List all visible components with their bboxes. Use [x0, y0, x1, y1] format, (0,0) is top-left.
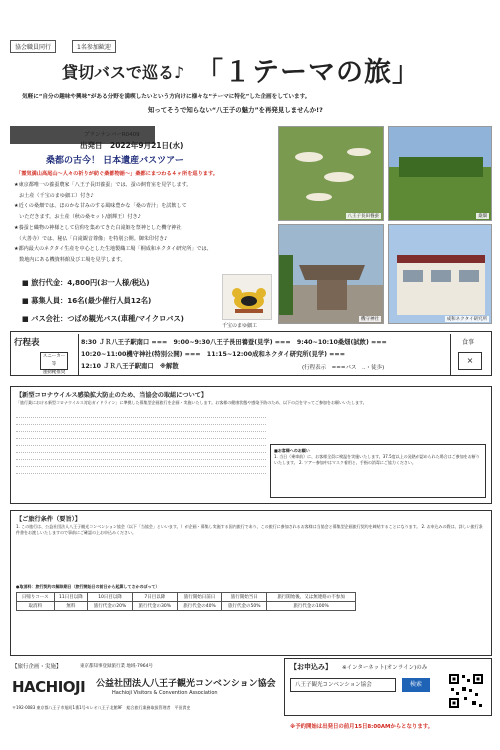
cancel-header-cell: 日帰りコース	[17, 593, 55, 602]
conditions-body: 1. この旅行は、公益社団法人八王子観光コンベンション協会（以下「当協会」といいます。）が企画・募集し実施する国内旅行であり、この旅行に参加されるお客様は当協会と募集型企画旅行契約を締結することになります。 2. お申込みの際は、詳しい旅行条件書をお渡しいたしますので事前にご確認の上お申込みください。	[16, 524, 483, 535]
hachioji-logo: HACHIOJI	[12, 678, 86, 696]
org-name-en: Hachioji Visitors & Convention Association	[112, 690, 218, 696]
cancel-header-cell: 10日目以降	[88, 593, 133, 602]
plan-lead: 「霊気満山高尾山～人々の祈りが紡ぐ桑都物語～」桑都にまつわる４ヶ所を巡ります。	[16, 171, 218, 177]
tag-staff: 協会職員同行	[10, 40, 56, 53]
silkworm-image	[279, 127, 384, 221]
shrine-image	[279, 225, 384, 324]
plan-item: ★都内最大のネクタイ生産を中心とした生地製織工場「桐成和ネクタイ研究所」では、	[14, 246, 212, 253]
photo-mulberry-field	[388, 126, 492, 221]
plan-price: ■ 旅行代金：4,800円(お一人様/税込)	[22, 278, 150, 287]
cancel-value-cell: 旅行代金の30%	[132, 602, 177, 611]
photo-caption: 機守神社	[361, 317, 379, 322]
tag-single: 1名参加歓迎	[72, 40, 116, 53]
apply-label: 【お申込み】	[290, 663, 332, 671]
photo-caption: 成和ネクタイ研究所	[446, 317, 487, 322]
covid-guidelines	[16, 414, 266, 500]
itinerary-note: スニーカー等 運動靴推奨	[40, 352, 68, 370]
plan-item: ★近くの桑畑では、ほのかな甘みのする風味豊かな「桑の青汁」を試飲して	[14, 203, 187, 210]
cancel-header-cell: 旅行開始後、又は無連絡の不参加	[267, 593, 356, 602]
plan-item: 数地内にある機資料館及び工場を見学します。	[14, 256, 126, 263]
covid-title: 【新型コロナウイルス感染拡大防止のため、当協会の取組について】	[16, 392, 208, 399]
qr-code-icon[interactable]	[448, 673, 484, 709]
cancel-title: ●取消料：旅行契約の解除期日（旅行開始日の前日から起算してさかのぼって）	[16, 584, 160, 589]
intro-line2: 知ってそうで知らない“八王子の魅力”を再発見しませんか!?	[148, 106, 323, 114]
plan-item: ★養蚕と織物の神様として信仰を集めてきた白滝姫を祭神とした機守神社	[14, 224, 182, 231]
headline-small: 貸切バスで巡る♪	[62, 63, 185, 82]
reservation-deadline: ※予約開始は出発日の前月15日8:00AMからとなります。	[290, 724, 434, 730]
itinerary-row: 10:20~11:00機守神社(特別公開) === 11:15~12:00成和ネクタイ研究所(見学) ===	[81, 351, 345, 358]
cancel-value-cell: 旅行代金の100%	[267, 602, 356, 611]
plan-date: 出発日 2022年9月21日(水)	[80, 141, 184, 150]
intro-line1: 気軽に“自分の趣味や興味”がある分野を満喫したいという方向けに様々な“テーマに特化”した企画をしています。	[22, 94, 311, 100]
photo-nagata-sericulture	[278, 126, 384, 221]
photo-caption: 八王子長田養蚕	[347, 214, 379, 219]
plan-item: ★東京都唯一の養蚕農家「八王子長田養蚕」では、蚕の飼育室を見学します。	[14, 182, 192, 188]
cancel-table	[16, 592, 356, 611]
plan-item: （大善寺）では、秘仏「白滝観音尊像」を特別公開。御朱印付き♪	[14, 235, 168, 242]
plan-capacity: ■ 募集人員：16名(最少催行人員12名)	[22, 296, 152, 305]
planner-label: 【旅行企画・実施】	[12, 664, 62, 670]
cocoon-craft-image	[223, 275, 273, 321]
search-box[interactable]: 八王子観光コンベンション協会	[290, 678, 396, 692]
plan-items	[14, 180, 276, 266]
meal-divider	[450, 334, 451, 376]
cancel-value-cell: 旅行代金の40%	[177, 602, 222, 611]
planner-registration: 東京都知事登録旅行業 地域-7964号	[80, 664, 154, 669]
cancel-header-cell: 11日目以降	[54, 593, 88, 602]
cancel-value-cell: 無料	[54, 602, 88, 611]
conditions-title: 【ご旅行条件（要旨）】	[16, 516, 81, 523]
cancel-value-cell: 旅行代金の20%	[88, 602, 133, 611]
itinerary-label: 行程表	[14, 338, 40, 348]
cancel-value-cell: 旅行代金の50%	[222, 602, 267, 611]
customer-request-body: 1. 当日（乗車前）に、お客様全員に検温を実施いたします。37.5度以上の発熱が認められた場合はご参加をお断りいたします。 2. ツアー参加中はマスク着用と、手指の消毒にご協力ください。	[274, 453, 480, 465]
itinerary-row: 12:10 ＪＲ八王子駅南口 ※解散	[81, 363, 179, 370]
photo-caption: 桑畑	[478, 214, 487, 219]
org-name: 公益社団法人八王子観光コンベンション協会	[96, 679, 276, 689]
plan-item: お土産（千宝のまゆ細工）付き♪	[14, 192, 94, 199]
meal-label: 食事	[462, 339, 475, 346]
plan-title: 桑都の古今！ 日本遺産バスツアー	[46, 156, 184, 166]
meal-value: ×	[458, 352, 482, 370]
photo-seiwa-necktie	[388, 224, 492, 324]
factory-image	[389, 225, 492, 324]
mulberry-field-image	[389, 127, 492, 221]
plan-number: プランナンバーR0409	[84, 132, 140, 138]
itinerary-row: 8:30 ＪＲ八王子駅南口 === 9:00~9:30八王子長田養蚕(見学) === 9:40~10:10桑畑(試飲) ===	[81, 339, 387, 346]
search-button[interactable]: 検索	[402, 678, 430, 692]
plan-item: いただきます。お土産（秋の桑セット/創輝王）付き♪	[14, 214, 141, 221]
cancel-value-row	[17, 602, 356, 611]
cocoon-craft-photo	[222, 274, 272, 320]
customer-request-title: ■お客様へのお願い	[274, 448, 310, 453]
org-address: 〒192-0083 東京都八王子市旭町1番1号セレオ八王子北館9F 総合旅行業務取扱管理者 平田貴史	[12, 705, 191, 710]
customer-request-box	[270, 444, 486, 498]
plan-bus: ■ バス会社：つばめ観光バス(車種/マイクロバス)	[22, 314, 184, 323]
apply-method: ※インターネット(オンライン)のみ	[342, 665, 428, 671]
covid-body: 「旅行業における新型コロナウイルス対応ガイドライン」に準拠した募集型企画旅行を企画・実施いたします。お客様の健康状態や感染予防のため、以下の点を守ってご参加をお願いいたします。	[16, 400, 367, 405]
headline-big: 「１テーマの旅」	[196, 57, 420, 88]
cancel-header-cell: 7日目以降	[132, 593, 177, 602]
qr-code-graphic	[448, 673, 484, 709]
cancel-value-cell: 取消料	[17, 602, 55, 611]
cancel-header-cell: 旅行開始日前日	[177, 593, 222, 602]
cocoon-craft-caption: 千宝のまゆ細工	[222, 323, 258, 329]
itinerary-legend: (行程表示 ===バス ‥・徒歩)	[302, 365, 385, 371]
photo-hatamori-shrine	[278, 224, 384, 324]
cancel-header-cell: 旅行開始当日	[222, 593, 267, 602]
itinerary-divider	[78, 334, 79, 376]
cancel-header-row	[17, 593, 356, 602]
